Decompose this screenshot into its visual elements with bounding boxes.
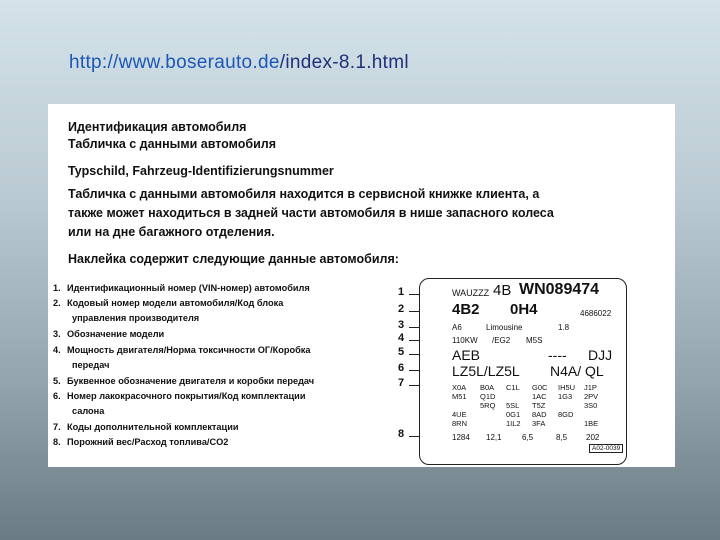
engine-code: AEB (452, 347, 481, 363)
option-code: Q1D (480, 392, 496, 401)
option-code: 3FA (532, 419, 546, 428)
option-code: T5Z (532, 401, 546, 410)
url-link[interactable]: http://www.boserauto.de (69, 52, 280, 73)
url-path[interactable]: /index-8.1.html (279, 52, 409, 73)
trim-code: N4A/ QL (550, 363, 604, 379)
heading-data-plate: Табличка с данными автомобиля (68, 137, 276, 151)
list-item: 3. Обозначение модели (53, 329, 165, 339)
list-item: 5. Буквенное обозначение двигателя и коробки передач (53, 376, 315, 386)
ecu-code: 0H4 (510, 301, 538, 318)
plate-body (419, 278, 627, 465)
option-code: 8RN (452, 419, 468, 428)
option-code: 5SL (506, 401, 520, 410)
paragraph-line-3: или на дне багажного отделения. (68, 225, 275, 239)
source-url[interactable] (69, 52, 409, 74)
sticker-intro: Наклейка содержит следующие данные автомобиля: (68, 252, 399, 266)
option-code: J1P (584, 383, 597, 392)
model-code: 4B2 (452, 301, 480, 318)
option-code: 8AD (532, 410, 547, 419)
list-item: 1. Идентификационный номер (VIN-номер) автомобиля (53, 283, 310, 293)
option-code: IH5U (558, 383, 576, 392)
vin-mid: 4B (493, 282, 512, 299)
list-item: 6. Номер лакокрасочного покрытия/Код комплектации (53, 391, 306, 401)
list-item: 4. Мощность двигателя/Норма токсичности ОГ/Коробка (53, 345, 311, 355)
power-a: 110KW (452, 336, 478, 345)
plate-marker: 6 (398, 362, 405, 374)
option-code: 1AC (532, 392, 547, 401)
vehicle-data-plate (393, 276, 629, 464)
co2-value: 202 (586, 433, 600, 442)
paragraph-line-2: также может находиться в задней части автомобиля в нише запасного колеса (68, 206, 554, 220)
plate-marker: 5 (398, 346, 405, 358)
option-code: 2PV (584, 392, 599, 401)
paint-code: LZ5L/LZ5L (452, 363, 520, 379)
option-code: X0A (452, 383, 467, 392)
plate-marker: 8 (398, 428, 405, 440)
heading-identification: Идентификация автомобиля (68, 120, 247, 134)
gearbox-code: DJJ (588, 347, 613, 363)
plate-marker: 1 (398, 286, 405, 298)
weight-value: 1284 (452, 433, 470, 442)
plate-marker: 3 (398, 319, 405, 331)
option-code: 5RQ (480, 401, 496, 410)
vin-number: WN089474 (519, 281, 600, 298)
option-code: G0C (532, 383, 548, 392)
option-code: 1BE (584, 419, 599, 428)
list-item: 2. Кодовый номер модели автомобиля/Код блока (53, 298, 284, 308)
engine-dash: ---- (548, 347, 567, 363)
vin-prefix: WAUZZZ (452, 288, 490, 298)
list-item-continued: управления производителя (72, 313, 200, 323)
document-image (48, 104, 675, 467)
option-code: 1IL2 (506, 419, 521, 428)
model-b: Limousine (486, 323, 523, 332)
paragraph-line-1: Табличка с данными автомобиля находится в сервисной книжке клиента, а (68, 187, 540, 201)
plate-marker: 2 (398, 303, 405, 315)
option-code: C1L (506, 383, 520, 392)
option-code: 4UE (452, 410, 467, 419)
list-item: 8. Порожний вес/Расход топлива/CO2 (53, 437, 229, 447)
power-c: M5S (526, 336, 543, 345)
option-code: B0A (480, 383, 495, 392)
heading-german: Typschild, Fahrzeug-Identifizierungsnummer (68, 164, 334, 178)
option-code: 8GD (558, 410, 574, 419)
option-code: 1G3 (558, 392, 573, 401)
fuel-value: 6,5 (522, 433, 534, 442)
ecu-number: 4686022 (580, 309, 612, 318)
list-item-continued: передач (72, 360, 110, 370)
model-a: A6 (452, 323, 462, 332)
list-item: 7. Коды дополнительной комплектации (53, 422, 239, 432)
plate-footer-code: A02-0039 (589, 444, 623, 453)
option-code: 0G1 (506, 410, 521, 419)
fuel-value: 8,5 (556, 433, 568, 442)
option-code: 3S0 (584, 401, 598, 410)
plate-marker: 4 (398, 332, 405, 344)
power-b: /EG2 (492, 336, 511, 345)
plate-marker: 7 (398, 377, 405, 389)
option-code: M51 (452, 392, 467, 401)
list-item-continued: салона (72, 406, 105, 416)
fuel-value: 12,1 (486, 433, 502, 442)
model-c: 1.8 (558, 323, 570, 332)
